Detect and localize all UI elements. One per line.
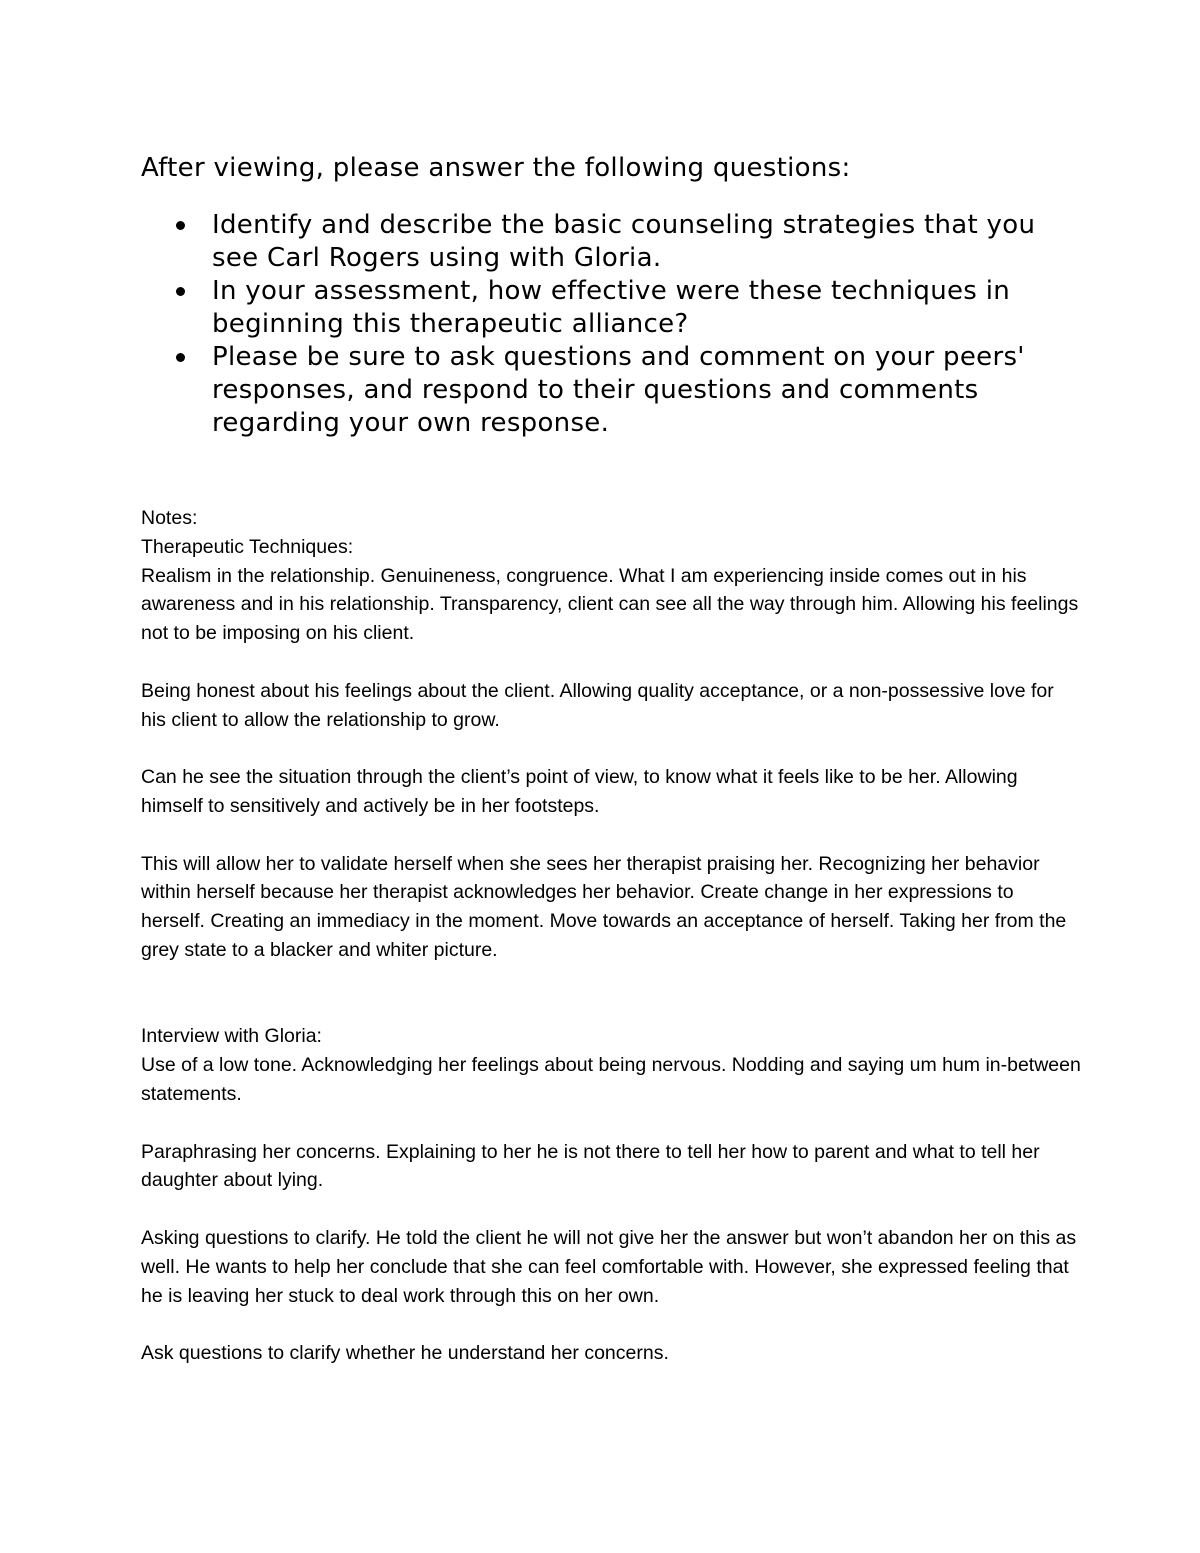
notes-section bbox=[141, 504, 1081, 1397]
interview-paragraph: Ask questions to clarify whether he understand her concerns. bbox=[141, 1342, 669, 1365]
question-item: In your assessment, how effective were these techniques in beginning this therapeutic alliance? bbox=[141, 275, 1081, 341]
question-item: Please be sure to ask questions and comment on your peers' responses, and respond to their questions and comments regarding your own response. bbox=[141, 341, 1081, 440]
instructions-heading: After viewing, please answer the following questions: bbox=[141, 153, 851, 183]
techniques-heading: Therapeutic Techniques: bbox=[141, 535, 354, 558]
question-list bbox=[141, 209, 1081, 440]
techniques-paragraph: Being honest about his feelings about the client. Allowing quality acceptance, or a non-possessive love for his client to allow the relationship to grow. bbox=[141, 679, 1054, 731]
notes-label: Notes: bbox=[141, 507, 198, 529]
techniques-paragraph: This will allow her to validate herself when she sees her therapist praising her. Recognizing her behavior within herself because her therapist acknowledges her behavior. Create change in her expressions to herself. Creating an immediacy in the moment. Move towards an acceptance of herself. Taking her from the grey state to a blacker and whiter picture. bbox=[141, 852, 1067, 961]
techniques-paragraph: Realism in the relationship. Genuineness, congruence. What I am experiencing inside comes out in his awareness and in his relationship. Transparency, client can see all the way through him. Allowing his feelings not to be imposing on his client. bbox=[141, 564, 1079, 645]
techniques-paragraph: Can he see the situation through the client’s point of view, to know what it feels like to be her. Allowing himself to sensitively and actively be in her footsteps. bbox=[141, 766, 1018, 817]
interview-paragraph: Asking questions to clarify. He told the client he will not give her the answer but won’t abandon her on this as well. He wants to help her conclude that she can feel comfortable with. However, she expressed feeling that he is leaving her stuck to deal work through this on her own. bbox=[141, 1226, 1077, 1307]
assignment-instructions bbox=[141, 152, 1081, 440]
interview-heading: Interview with Gloria: bbox=[141, 1025, 322, 1048]
interview-paragraph: Use of a low tone. Acknowledging her feelings about being nervous. Nodding and saying um hum in-between statements. bbox=[141, 1054, 1081, 1105]
interview-paragraph: Paraphrasing her concerns. Explaining to her he is not there to tell her how to parent and what to tell her daughter about lying. bbox=[141, 1140, 1040, 1192]
question-item: Identify and describe the basic counseling strategies that you see Carl Rogers using with Gloria. bbox=[141, 209, 1081, 275]
